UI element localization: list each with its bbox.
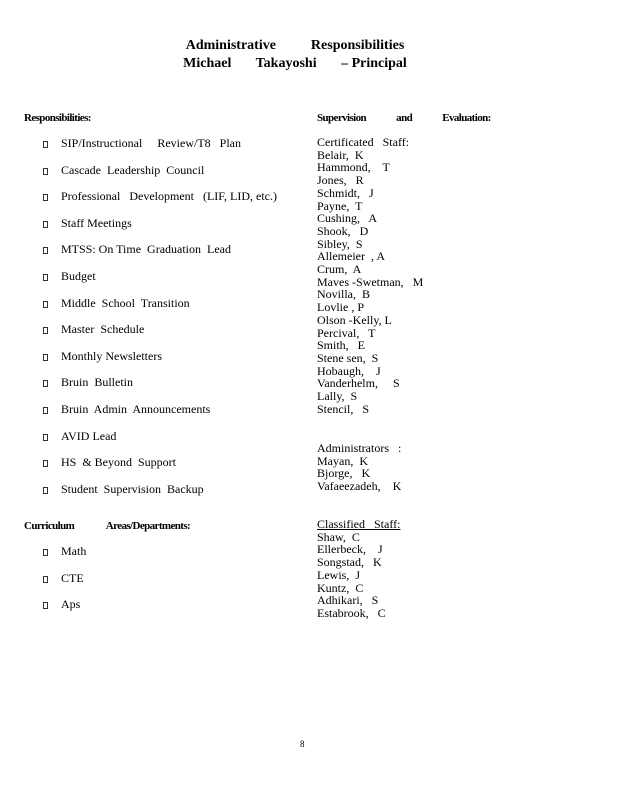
checkbox-bullet-icon [43,301,48,308]
certificated-staff-heading: Certificated Staff: [317,135,410,149]
checkbox-bullet-icon [43,487,48,494]
administrators-heading: Administrators : [317,441,402,455]
checkbox-bullet-icon [43,141,48,148]
certificated-staff-list [317,136,423,415]
staff-name: Sibley, S [317,236,363,251]
staff-name: Shook, D [317,223,369,238]
list-item-label: Math [61,544,87,558]
list-item-label: CTE [61,570,84,585]
checkbox-bullet-icon [43,168,48,175]
staff-name: Hammond, T [317,160,390,175]
checkbox-bullet-icon [43,247,48,254]
list-item [41,570,86,597]
list-item [41,454,277,481]
staff-name: Lovlie , P [317,300,364,315]
staff-name: Olson -Kelly, L [317,312,392,327]
list-item-label: Aps [61,597,81,612]
list-item [41,374,277,401]
staff-name: Stencil, S [317,401,370,416]
list-item-label: Master Schedule [61,322,145,337]
list-item [41,215,277,242]
list-item-label: MTSS: On Time Graduation Lead [61,242,231,257]
checkbox-bullet-icon [43,380,48,387]
staff-name: Schmidt, J [317,185,374,200]
staff-name: Allemeier , A [317,249,385,264]
curriculum-list [41,543,86,623]
list-item [41,481,277,508]
list-item [41,162,277,189]
list-item [41,348,277,375]
staff-name: Maves -Swetman, M [317,274,424,289]
document-title: Administrative Responsibilities [185,38,405,53]
list-item-label: Budget [61,268,96,283]
list-item [41,428,277,455]
list-item [41,268,277,295]
checkbox-bullet-icon [43,576,48,583]
responsibilities-heading: Responsibilities: [24,112,91,124]
staff-name: Bjorge, K [317,466,371,481]
staff-name: Smith, E [317,338,366,353]
checkbox-bullet-icon [43,407,48,414]
list-item [41,321,277,348]
staff-name: Percival, T [317,325,376,340]
supervision-heading: Supervision and Evaluation: [317,112,491,124]
list-item [41,295,277,322]
staff-name: Shaw, C [317,529,360,544]
document-subtitle: Michael Takayoshi – Principal [183,56,407,71]
list-item-label: SIP/Instructional Review/T8 Plan [61,136,241,150]
staff-name: Novilla, B [317,287,370,302]
staff-name: Estabrook, C [317,605,386,620]
checkbox-bullet-icon [43,221,48,228]
staff-name: Crum, A [317,262,362,277]
responsibilities-list [41,135,277,507]
checkbox-bullet-icon [43,274,48,281]
list-item-label: Student Supervision Backup [61,481,204,496]
list-item-label: Bruin Admin Announcements [61,401,211,416]
list-item [41,241,277,268]
staff-name: Payne, T [317,198,363,213]
staff-name: Cushing, A [317,211,378,226]
list-item [41,596,86,623]
checkbox-bullet-icon [43,354,48,361]
page-number: 8 [300,739,305,749]
staff-name: Vafaeezadeh, K [317,479,402,494]
staff-name: Kuntz, C [317,580,364,595]
list-item-label: Bruin Bulletin [61,375,133,390]
checkbox-bullet-icon [43,194,48,201]
list-item [41,188,277,215]
staff-name: Adhikari, S [317,593,379,608]
staff-name: Lally, S [317,389,358,404]
staff-name: Ellerbeck, J [317,542,383,557]
staff-name: Hobaugh, J [317,363,381,378]
list-item-label: HS & Beyond Support [61,455,177,470]
classified-staff-list [317,518,400,620]
list-item-label: Professional Development (LIF, LID, etc.) [61,189,277,204]
staff-name: Songstad, K [317,555,382,570]
staff-name: Belair, K [317,147,364,162]
list-item-label: Cascade Leadership Council [61,162,205,177]
list-item [41,401,277,428]
staff-name: Jones, R [317,173,364,188]
list-item-label: Staff Meetings [61,215,132,230]
staff-name: Vanderhelm, S [317,376,400,391]
list-item [41,135,277,162]
list-item-label: AVID Lead [61,428,117,443]
checkbox-bullet-icon [43,327,48,334]
administrators-list [317,442,401,493]
checkbox-bullet-icon [43,434,48,441]
staff-name: Stene sen, S [317,350,379,365]
list-item-label: Monthly Newsletters [61,348,162,363]
checkbox-bullet-icon [43,460,48,467]
curriculum-heading: Curriculum Areas/Departments: [24,520,191,532]
staff-name: Lewis, J [317,567,360,582]
list-item [41,543,86,570]
list-item-label: Middle School Transition [61,295,190,310]
staff-name: Mayan, K [317,453,368,468]
classified-staff-heading: Classified Staff: [317,517,401,531]
checkbox-bullet-icon [43,549,48,556]
checkbox-bullet-icon [43,602,48,609]
